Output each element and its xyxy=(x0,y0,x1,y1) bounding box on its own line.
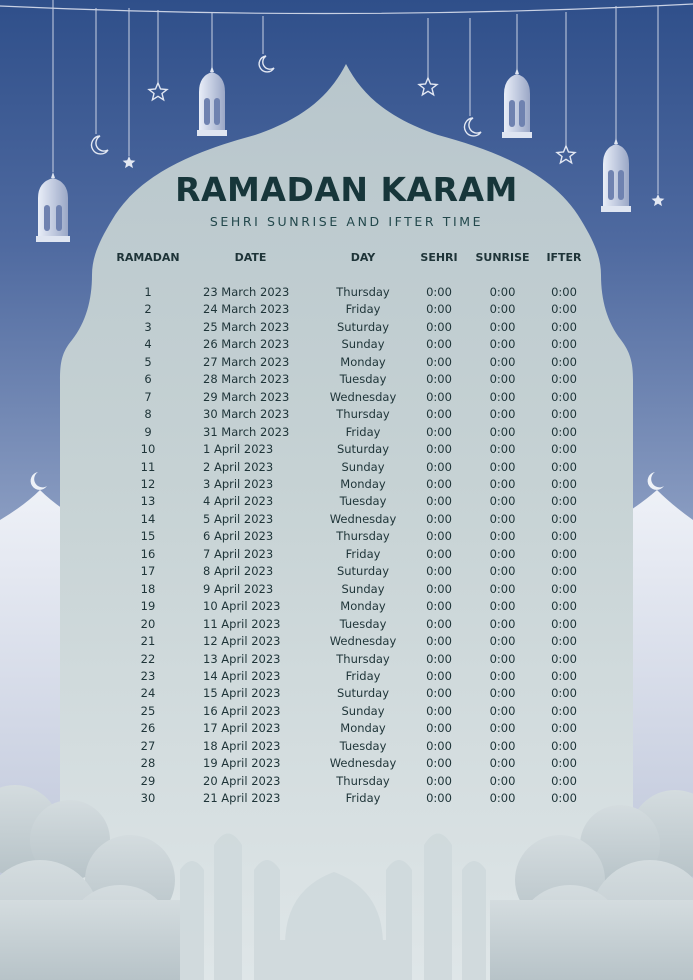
cell-date: 11 April 2023 xyxy=(203,616,281,631)
cell-date: 3 April 2023 xyxy=(203,476,274,491)
cell-sunrise: 0:00 xyxy=(489,703,516,718)
cell-date: 13 April 2023 xyxy=(203,651,281,666)
cell-ifter: 0:00 xyxy=(551,721,577,736)
cell-sunrise: 0:00 xyxy=(489,616,516,631)
cell-day: Sunday xyxy=(341,581,385,596)
cell-date: 31 March 2023 xyxy=(203,424,290,439)
cell-ramadan: 30 xyxy=(140,791,156,806)
table-row xyxy=(113,546,593,563)
cell-day: Thursday xyxy=(336,651,390,666)
cell-sunrise: 0:00 xyxy=(489,791,516,806)
cell-ramadan: 19 xyxy=(140,599,156,614)
cell-sunrise: 0:00 xyxy=(489,756,516,771)
crescent-moon-icon xyxy=(92,8,108,154)
table-row xyxy=(113,668,593,685)
cell-date: 23 March 2023 xyxy=(203,285,290,299)
table-row xyxy=(113,720,593,737)
cell-sehri: 0:00 xyxy=(426,494,452,509)
cell-ifter: 0:00 xyxy=(551,599,577,614)
table-row xyxy=(113,633,593,650)
cell-day: Friday xyxy=(345,424,381,439)
table-row xyxy=(113,459,593,476)
cell-sunrise: 0:00 xyxy=(489,721,516,736)
table-row xyxy=(113,301,593,318)
cell-date: 1 April 2023 xyxy=(203,442,274,457)
star-icon xyxy=(149,10,167,100)
cell-sehri: 0:00 xyxy=(426,407,452,422)
cell-sunrise: 0:00 xyxy=(489,686,516,701)
cell-day: Tuesday xyxy=(339,494,387,509)
table-row xyxy=(113,685,593,702)
cell-sehri: 0:00 xyxy=(426,319,452,334)
cell-day: Sunday xyxy=(341,337,385,352)
cell-ifter: 0:00 xyxy=(551,546,577,561)
cell-sehri: 0:00 xyxy=(426,773,452,788)
cell-day: Friday xyxy=(345,302,381,317)
star-icon xyxy=(123,8,136,168)
cell-sunrise: 0:00 xyxy=(489,494,516,509)
cell-sehri: 0:00 xyxy=(426,634,452,649)
cell-ifter: 0:00 xyxy=(551,529,577,544)
page-title: RAMADAN KARAM xyxy=(175,170,518,209)
cell-day: Friday xyxy=(345,546,381,561)
cell-ramadan: 12 xyxy=(140,476,156,491)
cell-ramadan: 18 xyxy=(140,581,156,596)
table-row xyxy=(113,616,593,633)
cell-sunrise: 0:00 xyxy=(489,424,516,439)
cell-date: 12 April 2023 xyxy=(203,634,281,649)
cell-ramadan: 5 xyxy=(144,354,152,369)
cell-ifter: 0:00 xyxy=(551,442,577,457)
cell-date: 2 April 2023 xyxy=(203,459,274,474)
cell-sehri: 0:00 xyxy=(426,442,452,457)
cell-date: 19 April 2023 xyxy=(203,756,281,771)
cell-day: Wednesday xyxy=(329,756,397,771)
cell-ifter: 0:00 xyxy=(551,581,577,596)
cell-sehri: 0:00 xyxy=(426,476,452,491)
cell-day: Suturday xyxy=(336,442,390,457)
cell-day: Wednesday xyxy=(329,511,397,526)
cell-ramadan: 6 xyxy=(144,372,152,387)
star-icon xyxy=(419,18,437,95)
cell-ramadan: 17 xyxy=(140,564,156,579)
cell-day: Tuesday xyxy=(339,738,387,753)
table-row xyxy=(113,790,593,807)
cell-date: 25 March 2023 xyxy=(203,319,290,334)
cell-day: Thursday xyxy=(336,773,390,788)
table-row xyxy=(113,651,593,668)
cell-ifter: 0:00 xyxy=(551,389,577,404)
cell-sehri: 0:00 xyxy=(426,651,452,666)
cell-sunrise: 0:00 xyxy=(489,564,516,579)
cell-sunrise: 0:00 xyxy=(489,668,516,683)
cell-sunrise: 0:00 xyxy=(489,546,516,561)
cell-ifter: 0:00 xyxy=(551,424,577,439)
crescent-moon-icon xyxy=(259,16,274,72)
cell-sunrise: 0:00 xyxy=(489,319,516,334)
cell-ramadan: 4 xyxy=(144,337,152,352)
cell-day: Monday xyxy=(340,599,386,614)
star-icon xyxy=(557,12,575,163)
cell-day: Friday xyxy=(345,668,381,683)
table-row xyxy=(113,738,593,755)
table-row xyxy=(113,773,593,790)
cell-ramadan: 14 xyxy=(140,511,156,526)
cell-date: 30 March 2023 xyxy=(203,407,290,422)
cell-day: Thursday xyxy=(336,285,390,299)
cell-date: 10 April 2023 xyxy=(203,599,281,614)
cell-ramadan: 24 xyxy=(140,686,156,701)
table-row xyxy=(113,406,593,423)
cell-sehri: 0:00 xyxy=(426,616,452,631)
table-row xyxy=(113,441,593,458)
cell-sunrise: 0:00 xyxy=(489,773,516,788)
table-row xyxy=(113,284,593,301)
cell-sunrise: 0:00 xyxy=(489,529,516,544)
cell-date: 6 April 2023 xyxy=(203,529,274,544)
cell-date: 7 April 2023 xyxy=(203,546,274,561)
cell-sunrise: 0:00 xyxy=(489,634,516,649)
cell-ramadan: 11 xyxy=(140,459,156,474)
cell-ramadan: 25 xyxy=(140,703,156,718)
cell-sehri: 0:00 xyxy=(426,721,452,736)
lantern-icon xyxy=(502,14,532,138)
cell-ifter: 0:00 xyxy=(551,459,577,474)
cell-ifter: 0:00 xyxy=(551,773,577,788)
cell-sehri: 0:00 xyxy=(426,668,452,683)
cell-day: Sunday xyxy=(341,459,385,474)
cell-sehri: 0:00 xyxy=(426,599,452,614)
cell-ifter: 0:00 xyxy=(551,703,577,718)
cell-sunrise: 0:00 xyxy=(489,389,516,404)
cell-date: 9 April 2023 xyxy=(203,581,274,596)
cell-ifter: 0:00 xyxy=(551,686,577,701)
cell-date: 15 April 2023 xyxy=(203,686,281,701)
column-header-sehri: SEHRI xyxy=(420,250,458,264)
cell-ramadan: 10 xyxy=(140,442,156,457)
cell-sunrise: 0:00 xyxy=(489,337,516,352)
cell-date: 20 April 2023 xyxy=(203,773,281,788)
cell-date: 27 March 2023 xyxy=(203,354,290,369)
cell-sunrise: 0:00 xyxy=(489,407,516,422)
table-row xyxy=(113,319,593,336)
cell-date: 17 April 2023 xyxy=(203,721,281,736)
cell-sunrise: 0:00 xyxy=(489,599,516,614)
table-body xyxy=(113,284,593,808)
page-subtitle: SEHRI SUNRISE AND IFTER TIME xyxy=(209,214,484,229)
cell-ramadan: 27 xyxy=(140,738,156,753)
cell-sehri: 0:00 xyxy=(426,581,452,596)
cell-ramadan: 3 xyxy=(144,319,152,334)
cell-sehri: 0:00 xyxy=(426,738,452,753)
cell-date: 8 April 2023 xyxy=(203,564,274,579)
cell-ifter: 0:00 xyxy=(551,634,577,649)
cell-day: Monday xyxy=(340,354,386,369)
cell-date: 21 April 2023 xyxy=(203,791,281,806)
cell-sunrise: 0:00 xyxy=(489,442,516,457)
cell-ramadan: 21 xyxy=(140,634,156,649)
cell-sehri: 0:00 xyxy=(426,459,452,474)
cell-sunrise: 0:00 xyxy=(489,581,516,596)
cell-ramadan: 22 xyxy=(140,651,156,666)
cell-sunrise: 0:00 xyxy=(489,459,516,474)
column-header-sunrise: SUNRISE xyxy=(475,250,530,264)
cell-date: 16 April 2023 xyxy=(203,703,281,718)
cell-ramadan: 8 xyxy=(144,407,152,422)
cell-sunrise: 0:00 xyxy=(489,302,516,317)
cell-day: Friday xyxy=(345,791,381,806)
cell-ifter: 0:00 xyxy=(551,651,577,666)
cell-ramadan: 15 xyxy=(140,529,156,544)
cell-sehri: 0:00 xyxy=(426,424,452,439)
column-header-ifter: IFTER xyxy=(546,250,582,264)
table-row xyxy=(113,528,593,545)
cell-ifter: 0:00 xyxy=(551,668,577,683)
cell-sehri: 0:00 xyxy=(426,564,452,579)
cell-ifter: 0:00 xyxy=(551,372,577,387)
cell-day: Monday xyxy=(340,476,386,491)
table-row xyxy=(113,354,593,371)
cell-date: 18 April 2023 xyxy=(203,738,281,753)
cell-sehri: 0:00 xyxy=(426,511,452,526)
cell-sunrise: 0:00 xyxy=(489,651,516,666)
cell-ifter: 0:00 xyxy=(551,564,577,579)
table-header-row xyxy=(113,248,593,266)
cell-sehri: 0:00 xyxy=(426,686,452,701)
table-row xyxy=(113,598,593,615)
cell-day: Sunday xyxy=(341,703,385,718)
table-row xyxy=(113,703,593,720)
cell-sunrise: 0:00 xyxy=(489,372,516,387)
cell-ramadan: 2 xyxy=(144,302,152,317)
cell-ifter: 0:00 xyxy=(551,354,577,369)
cell-date: 5 April 2023 xyxy=(203,511,274,526)
cell-ifter: 0:00 xyxy=(551,476,577,491)
cell-ifter: 0:00 xyxy=(551,511,577,526)
cell-date: 14 April 2023 xyxy=(203,668,281,683)
table-row xyxy=(113,493,593,510)
cell-sehri: 0:00 xyxy=(426,756,452,771)
cell-day: Suturday xyxy=(336,564,390,579)
cell-sehri: 0:00 xyxy=(426,302,452,317)
cell-sehri: 0:00 xyxy=(426,546,452,561)
cell-ifter: 0:00 xyxy=(551,319,577,334)
column-header-date: DATE xyxy=(234,250,267,264)
cell-sehri: 0:00 xyxy=(426,791,452,806)
lantern-icon xyxy=(197,12,227,136)
cell-date: 4 April 2023 xyxy=(203,494,274,509)
cell-ramadan: 7 xyxy=(144,389,152,404)
cell-ifter: 0:00 xyxy=(551,337,577,352)
cell-ramadan: 23 xyxy=(140,668,156,683)
cell-sunrise: 0:00 xyxy=(489,511,516,526)
column-header-day: DAY xyxy=(350,250,376,264)
cell-ifter: 0:00 xyxy=(551,285,577,299)
cell-sunrise: 0:00 xyxy=(489,738,516,753)
cell-sehri: 0:00 xyxy=(426,372,452,387)
cell-day: Monday xyxy=(340,721,386,736)
cell-sehri: 0:00 xyxy=(426,529,452,544)
cell-day: Suturday xyxy=(336,319,390,334)
cell-ramadan: 28 xyxy=(140,756,156,771)
cell-sehri: 0:00 xyxy=(426,285,452,299)
cell-ifter: 0:00 xyxy=(551,407,577,422)
cell-day: Thursday xyxy=(336,529,390,544)
cell-ramadan: 29 xyxy=(140,773,156,788)
cell-ramadan: 9 xyxy=(144,424,152,439)
cell-sunrise: 0:00 xyxy=(489,476,516,491)
cell-sehri: 0:00 xyxy=(426,337,452,352)
cell-sehri: 0:00 xyxy=(426,389,452,404)
table-row xyxy=(113,389,593,406)
cell-ramadan: 13 xyxy=(140,494,156,509)
cell-day: Suturday xyxy=(336,686,390,701)
table-row xyxy=(113,424,593,441)
ramadan-schedule-table xyxy=(113,248,593,808)
cell-sehri: 0:00 xyxy=(426,354,452,369)
cell-date: 24 March 2023 xyxy=(203,302,290,317)
cell-sehri: 0:00 xyxy=(426,703,452,718)
cell-ramadan: 16 xyxy=(140,546,156,561)
cell-date: 26 March 2023 xyxy=(203,337,290,352)
table-row xyxy=(113,476,593,493)
cell-day: Wednesday xyxy=(329,634,397,649)
cell-day: Tuesday xyxy=(339,372,387,387)
cell-date: 29 March 2023 xyxy=(203,389,290,404)
table-row xyxy=(113,581,593,598)
table-row xyxy=(113,511,593,528)
table-row xyxy=(113,563,593,580)
cell-ifter: 0:00 xyxy=(551,494,577,509)
cell-day: Tuesday xyxy=(339,616,387,631)
table-row xyxy=(113,755,593,772)
cell-ifter: 0:00 xyxy=(551,738,577,753)
cell-day: Thursday xyxy=(336,407,390,422)
cell-sunrise: 0:00 xyxy=(489,285,516,299)
column-header-ramadan: RAMADAN xyxy=(116,250,180,264)
cell-ifter: 0:00 xyxy=(551,616,577,631)
table-row xyxy=(113,336,593,353)
cell-day: Wednesday xyxy=(329,389,397,404)
cell-sunrise: 0:00 xyxy=(489,354,516,369)
cell-ramadan: 1 xyxy=(144,285,152,299)
cell-ifter: 0:00 xyxy=(551,756,577,771)
cell-ramadan: 20 xyxy=(140,616,156,631)
table-row xyxy=(113,371,593,388)
cell-date: 28 March 2023 xyxy=(203,372,290,387)
cell-ramadan: 26 xyxy=(140,721,156,736)
cell-ifter: 0:00 xyxy=(551,791,577,806)
cell-ifter: 0:00 xyxy=(551,302,577,317)
crescent-moon-icon xyxy=(465,18,481,136)
